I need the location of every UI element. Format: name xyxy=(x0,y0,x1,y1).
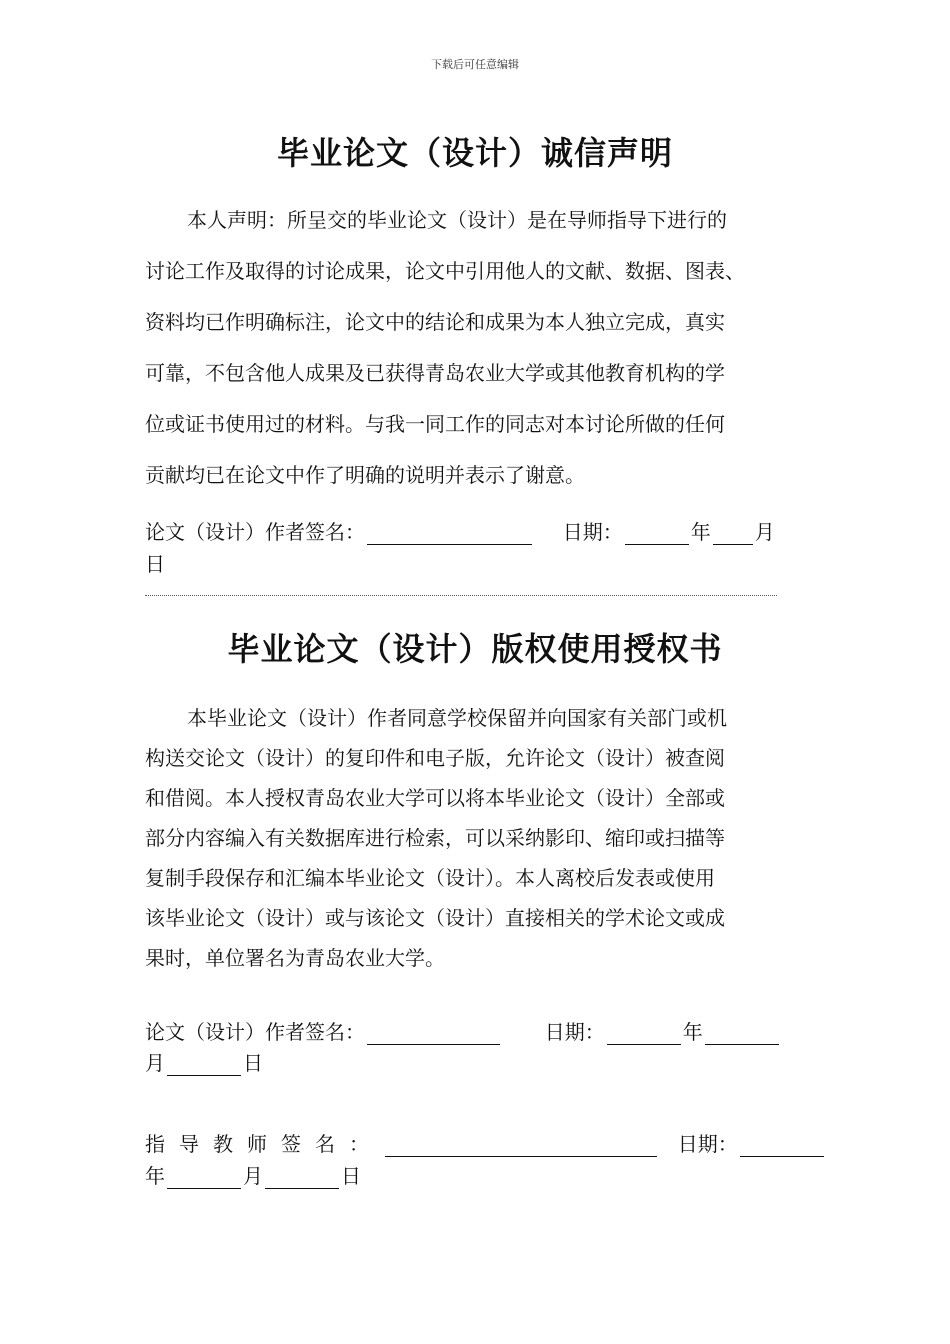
year-label: 年 xyxy=(145,1164,165,1188)
author-signature-field[interactable] xyxy=(367,1022,500,1045)
copyright-authorization-body xyxy=(145,698,810,978)
advisor-date-row xyxy=(145,1160,361,1189)
day-label: 日 xyxy=(341,1164,361,1188)
date-label: 日期： xyxy=(677,1132,738,1156)
day-row-1 xyxy=(145,548,165,577)
section-divider xyxy=(145,595,777,596)
day-label: 日 xyxy=(243,1051,263,1075)
author-signature-label: 论文（设计）作者签名： xyxy=(145,1020,365,1044)
day-field[interactable] xyxy=(167,1053,241,1076)
page-header: 下载后可任意编辑 xyxy=(431,58,519,71)
authorization-line: 部分内容编入有关数据库进行检索，可以采纳影印、缩印或扫描等 xyxy=(145,826,725,850)
author-signature-row-2 xyxy=(145,1016,781,1045)
integrity-statement-body xyxy=(145,195,810,501)
author-signature-row-1 xyxy=(145,516,775,545)
author-signature-field[interactable] xyxy=(367,522,532,545)
authorization-line: 和借阅。本人授权青岛农业大学可以将本毕业论文（设计）全部或 xyxy=(145,786,725,810)
author-signature-label: 论文（设计）作者签名： xyxy=(145,520,365,544)
integrity-statement-title: 毕业论文（设计）诚信声明 xyxy=(276,134,673,172)
year-label: 年 xyxy=(690,520,711,544)
statement-line: 位或证书使用过的材料。与我一同工作的同志对本讨论所做的任何 xyxy=(145,412,725,436)
day-label: 日 xyxy=(145,552,165,576)
statement-line: 资料均已作明确标注，论文中的结论和成果为本人独立完成，真实 xyxy=(145,310,725,334)
day-field[interactable] xyxy=(265,1166,339,1189)
statement-line: 可靠，不包含他人成果及已获得青岛农业大学或其他教育机构的学 xyxy=(145,361,725,385)
month-label: 月 xyxy=(243,1164,263,1188)
advisor-signature-label: 指导教师签名： xyxy=(145,1132,383,1156)
year-field[interactable] xyxy=(625,522,689,545)
authorization-line: 本毕业论文（设计）作者同意学校保留并向国家有关部门或机 xyxy=(187,706,727,730)
advisor-signature-field[interactable] xyxy=(385,1134,657,1157)
month-field[interactable] xyxy=(167,1166,241,1189)
month-label: 月 xyxy=(754,520,775,544)
authorization-line: 该毕业论文（设计）或与该论文（设计）直接相关的学术论文或成 xyxy=(145,906,725,930)
statement-line: 本人声明：所呈交的毕业论文（设计）是在导师指导下进行的 xyxy=(187,208,727,232)
date-label: 日期： xyxy=(544,1020,605,1044)
month-field[interactable] xyxy=(713,522,753,545)
year-label: 年 xyxy=(682,1020,703,1044)
copyright-authorization-title: 毕业论文（设计）版权使用授权书 xyxy=(227,630,723,668)
year-field[interactable] xyxy=(607,1022,681,1045)
date-label: 日期： xyxy=(562,520,623,544)
authorization-line: 构送交论文（设计）的复印件和电子版，允许论文（设计）被查阅 xyxy=(145,746,725,770)
month-day-row-2 xyxy=(145,1047,263,1076)
authorization-line: 果时，单位署名为青岛农业大学。 xyxy=(145,946,445,970)
advisor-signature-row xyxy=(145,1128,826,1157)
month-label: 月 xyxy=(145,1051,165,1075)
statement-line: 讨论工作及取得的讨论成果，论文中引用他人的文献、数据、图表、 xyxy=(145,259,745,283)
statement-line: 贡献均已在论文中作了明确的说明并表示了谢意。 xyxy=(145,463,585,487)
year-field[interactable] xyxy=(740,1134,824,1157)
authorization-line: 复制手段保存和汇编本毕业论文（设计）。本人离校后发表或使用 xyxy=(145,866,715,890)
month-field[interactable] xyxy=(705,1022,779,1045)
